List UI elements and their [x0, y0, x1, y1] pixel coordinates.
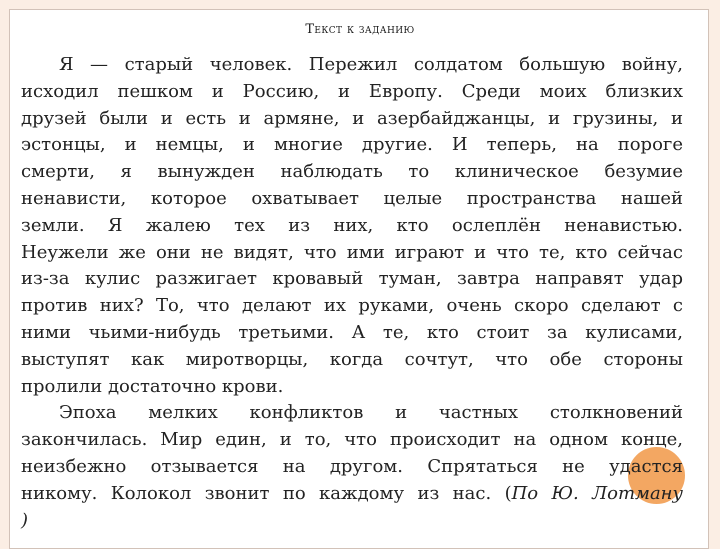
text-line-with-attribution: [21, 481, 683, 508]
text-line: исходил пешком и Россию, и Европу. Среди моих близких: [21, 80, 683, 102]
text-line: друзей были и есть и армяне, и азербайджанцы, и грузины, и: [21, 107, 683, 129]
closing-paren: ): [21, 509, 29, 531]
text-line: ненависти, которое охватывает целые пространства нашей: [21, 187, 683, 209]
text-line: смерти, я вынужден наблюдать то клиническое безумие: [21, 161, 683, 183]
text-line: Я — старый человек. Пережил солдатом большую войну,: [59, 54, 683, 75]
text-line: неизбежно отзывается на другом. Спрятаться не удастся: [21, 455, 683, 477]
closing-sentence: никому. Колокол звонит по каждому из нас. (: [21, 482, 512, 504]
attribution: По Ю. Лотману: [511, 482, 683, 504]
text-line: земли. Я жалею тех из них, кто ослеплён ненавистью.: [21, 214, 683, 236]
text-line: закончилась. Мир един, и то, что происходит на одном конце,: [21, 429, 683, 451]
text-line: из-за кулис разжигает кровавый туман, завтра направят удар: [21, 268, 683, 290]
slide-title: Текст к заданию: [305, 22, 415, 37]
text-line: Неужели же они не видят, что ими играют и что те, кто сейчас: [21, 241, 683, 263]
text-line: ними чьими-нибудь третьими. А те, кто стоит за кулисами,: [21, 321, 683, 343]
text-line: эстонцы, и немцы, и многие другие. И теперь, на пороге: [21, 134, 683, 156]
text-line: Эпоха мелких конфликтов и частных столкновений: [59, 402, 683, 424]
text-line: пролили достаточно крови.: [21, 375, 284, 397]
body-text: [21, 52, 683, 534]
text-line: против них? То, что делают их руками, очень скоро сделают с: [21, 295, 683, 317]
text-line: выступят как миротворцы, когда сочтут, что обе стороны: [21, 348, 683, 370]
